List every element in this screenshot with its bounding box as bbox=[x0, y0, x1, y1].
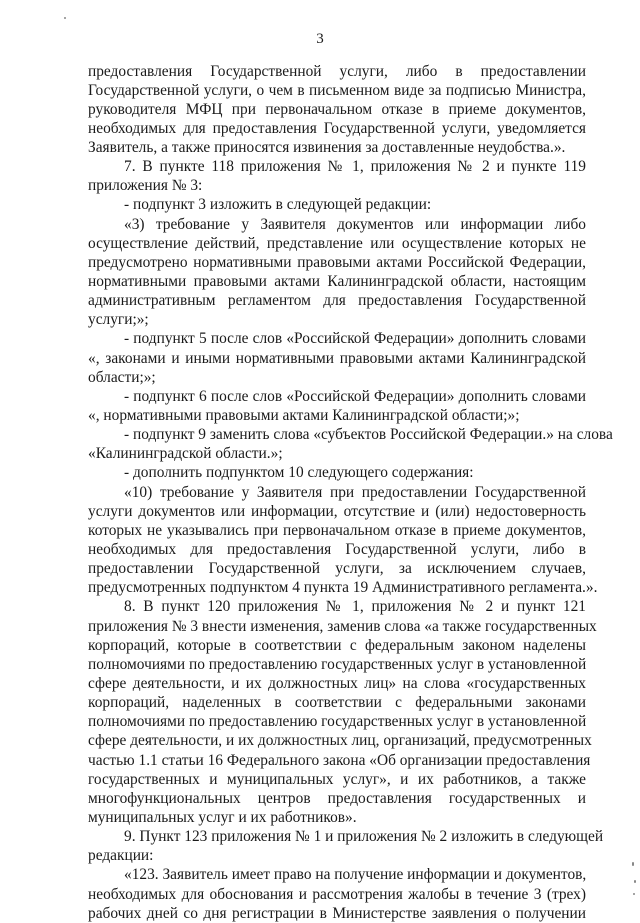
text-line: «3) требование у Заявителя документов или информации либо bbox=[124, 215, 586, 233]
text-line: Заявитель, а также приносятся извинения за доставленные неудобства.». bbox=[88, 139, 566, 157]
scan-speck bbox=[633, 893, 635, 895]
text-line: 8. В пункт 120 приложения № 1, приложения № 2 и пункт 121 bbox=[124, 598, 586, 616]
document-text bbox=[88, 62, 613, 923]
text-line: предусмотрено нормативными правовыми актами Российской Федерации, bbox=[88, 253, 586, 271]
text-line: - дополнить подпунктом 10 следующего содержания: bbox=[124, 464, 474, 482]
text-line: «, законами и иными нормативными правовыми актами Калининградской bbox=[88, 349, 586, 367]
text-line: необходимых для обоснования и рассмотрения жалобы в течение 3 (трех) bbox=[88, 885, 586, 903]
text-line: «Калининградской области.»; bbox=[88, 445, 283, 463]
text-line: приложения № 3 внести изменения, заменив слова «а также государственных bbox=[88, 617, 597, 635]
text-line: услуги документов или информации, отсутствие и (или) недостоверность bbox=[88, 502, 586, 520]
page-number: 3 bbox=[316, 31, 324, 47]
text-line: предоставления Государственной услуги, либо в предоставлении bbox=[88, 62, 586, 80]
text-line: «123. Заявитель имеет право на получение информации и документов, bbox=[124, 866, 587, 884]
text-line: предоставлении Государственной услуги, за исключением случаев, bbox=[88, 560, 586, 578]
text-line: осуществление действий, представление или осуществление которых не bbox=[88, 234, 586, 252]
text-line: муниципальных услуг и их работников». bbox=[88, 808, 357, 826]
text-line: - подпункт 6 после слов «Российской Федерации» дополнить словами bbox=[124, 387, 586, 405]
scan-speck bbox=[64, 17, 66, 19]
text-line: «, нормативными правовыми актами Калининградской области;»; bbox=[88, 407, 520, 425]
text-line: приложения № 3: bbox=[88, 177, 203, 195]
text-line: - подпункт 9 заменить слова «субъектов Российской Федерации.» на слова bbox=[124, 426, 613, 444]
text-line: административным регламентом для предоставления Государственной bbox=[88, 292, 586, 310]
scan-speck bbox=[632, 862, 634, 866]
text-line: «10) требование у Заявителя при предоставлении Государственной bbox=[124, 483, 586, 501]
text-line: которых не указывались при первоначальном отказе в приеме документов, bbox=[88, 521, 586, 539]
text-line: полномочиями по предоставлению государственных услуг в установленной bbox=[88, 655, 587, 673]
text-line: области;»; bbox=[88, 368, 156, 386]
text-line: частью 1.1 статьи 16 Федерального закона «Об организации предоставления bbox=[88, 751, 591, 769]
text-line: многофункциональных центров предоставления государственных и bbox=[88, 789, 586, 807]
text-line: полномочиями по предоставлению государственных услуг в установленной bbox=[88, 713, 587, 731]
text-line: - подпункт 5 после слов «Российской Федерации» дополнить словами bbox=[124, 330, 586, 348]
text-line: - подпункт 3 изложить в следующей редакции: bbox=[124, 196, 432, 214]
text-line: необходимых для предоставления Государственной услуги, уведомляется bbox=[88, 119, 586, 137]
text-line: корпораций, наделенных в соответствии с федеральными законами bbox=[88, 694, 586, 712]
text-line: сфере деятельности, и их должностных лиц, организаций, предусмотренных bbox=[88, 732, 592, 750]
text-line: руководителя МФЦ при первоначальном отказе в приеме документов, bbox=[88, 100, 586, 118]
text-line: необходимых для предоставления Государственной услуги, либо в bbox=[88, 541, 586, 559]
text-line: Государственной услуги, о чем в письменном виде за подписью Министра, bbox=[88, 81, 586, 99]
text-line: рабочих дней со дня регистрации в Министерстве заявления о получении bbox=[88, 904, 586, 922]
scan-speck bbox=[634, 880, 636, 883]
text-line: нормативными правовыми актами Калининградской области, настоящим bbox=[88, 273, 586, 291]
text-line: сфере деятельности, и их должностных лиц» на слова «государственных bbox=[88, 675, 586, 692]
text-line: 7. В пункте 118 приложения № 1, приложения № 2 и пункте 119 bbox=[124, 158, 586, 176]
text-line: корпораций, которые в соответствии с федеральным законом наделены bbox=[88, 636, 586, 654]
text-line: услуги;»; bbox=[88, 311, 149, 329]
text-line: 9. Пункт 123 приложения № 1 и приложения № 2 изложить в следующей bbox=[124, 828, 604, 846]
text-line: государственных и муниципальных услуг», и их работников, а также bbox=[88, 770, 586, 788]
text-line: редакции: bbox=[88, 847, 154, 865]
text-line: предусмотренных подпунктом 4 пункта 19 Административного регламента.». bbox=[88, 579, 598, 597]
